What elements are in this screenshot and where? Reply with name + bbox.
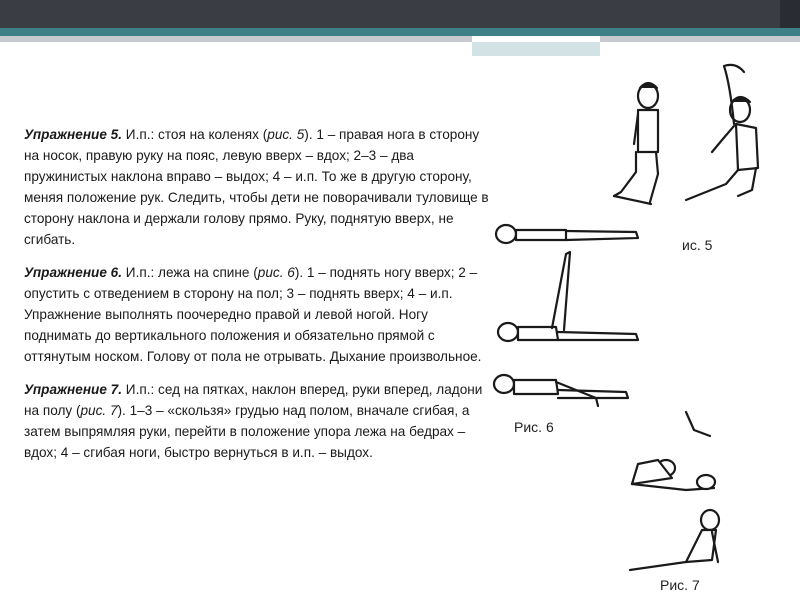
fig7-push-up-figure [630,510,719,570]
fig5-side-bend-figure [686,65,758,200]
exercise-6-description: ). 1 – поднять ногу вверх; 2 – опустить с отведением в сторону на пол; 3 – поднять вверх; 4 – и.п. Упражнение выполнять поочередно правой и левой ногой. Ногу поднимать до вертикального положения и обязательно прямой с оттянутым носком. Голову от пола не отрывать. Дыхание произвольное. [24,265,482,364]
exercise-5-title: Упражнение 5. [24,127,123,142]
header-accent-line [0,28,800,36]
exercise-6-title: Упражнение 6. [24,265,123,280]
exercise-text [24,124,494,475]
fig5-label: ис. 5 [682,237,713,253]
exercise-5-paragraph [24,124,494,250]
fig6-lying-figure [496,225,638,243]
exercise-6-figure-ref: рис. 6 [257,265,295,280]
exercise-5-figure-ref: рис. 5 [267,127,305,142]
fig5-kneeling-figure [614,83,658,204]
exercise-6-start: И.п.: лежа на спине ( [122,265,258,280]
exercise-6-paragraph [24,262,494,367]
header-gray-band [0,36,800,42]
exercise-7-paragraph [24,379,494,463]
header-bar [0,0,780,28]
fig6-label: Рис. 6 [514,419,554,435]
fig7-arm-fragment [686,412,710,436]
fig7-seated-bent-figure [632,460,715,490]
fig6-leg-raised-figure [498,252,638,341]
fig7-label: Рис. 7 [660,577,700,593]
exercise-5-start: И.п.: стоя на коленях ( [122,127,268,142]
header-bar-corner [780,0,800,28]
exercise-illustrations [486,44,800,600]
fig6-leg-side-figure [494,375,628,406]
exercise-7-title: Упражнение 7. [24,382,123,397]
exercise-7-figure-ref: рис. 7 [80,403,118,418]
exercise-5-description: ). 1 – правая нога в сторону на носок, правую руку на пояс, левую вверх – вдох; 2–3 – два пружинистых наклона вправо – выдох; 4 – и.п. То же в другую сторону, меняя положение рук. Следить, чтобы дети не поворачивали туловище в сторону наклона и держали голову прямо. Руку, поднятую вверх, не сгибать. [24,127,489,247]
exercise-7-start: И.п.: сед на пятках, наклон вперед, руки вперед, ладони на полу ( [24,382,483,418]
exercise-7-description: ). 1–3 – «скользя» грудью над полом, вначале сгибая, а затем выпрямляя руки, перейти в положение упора лежа на бедрах – вдох; 4 – сгибая ноги, быстро вернуться в и.п. – выдох. [24,403,470,460]
